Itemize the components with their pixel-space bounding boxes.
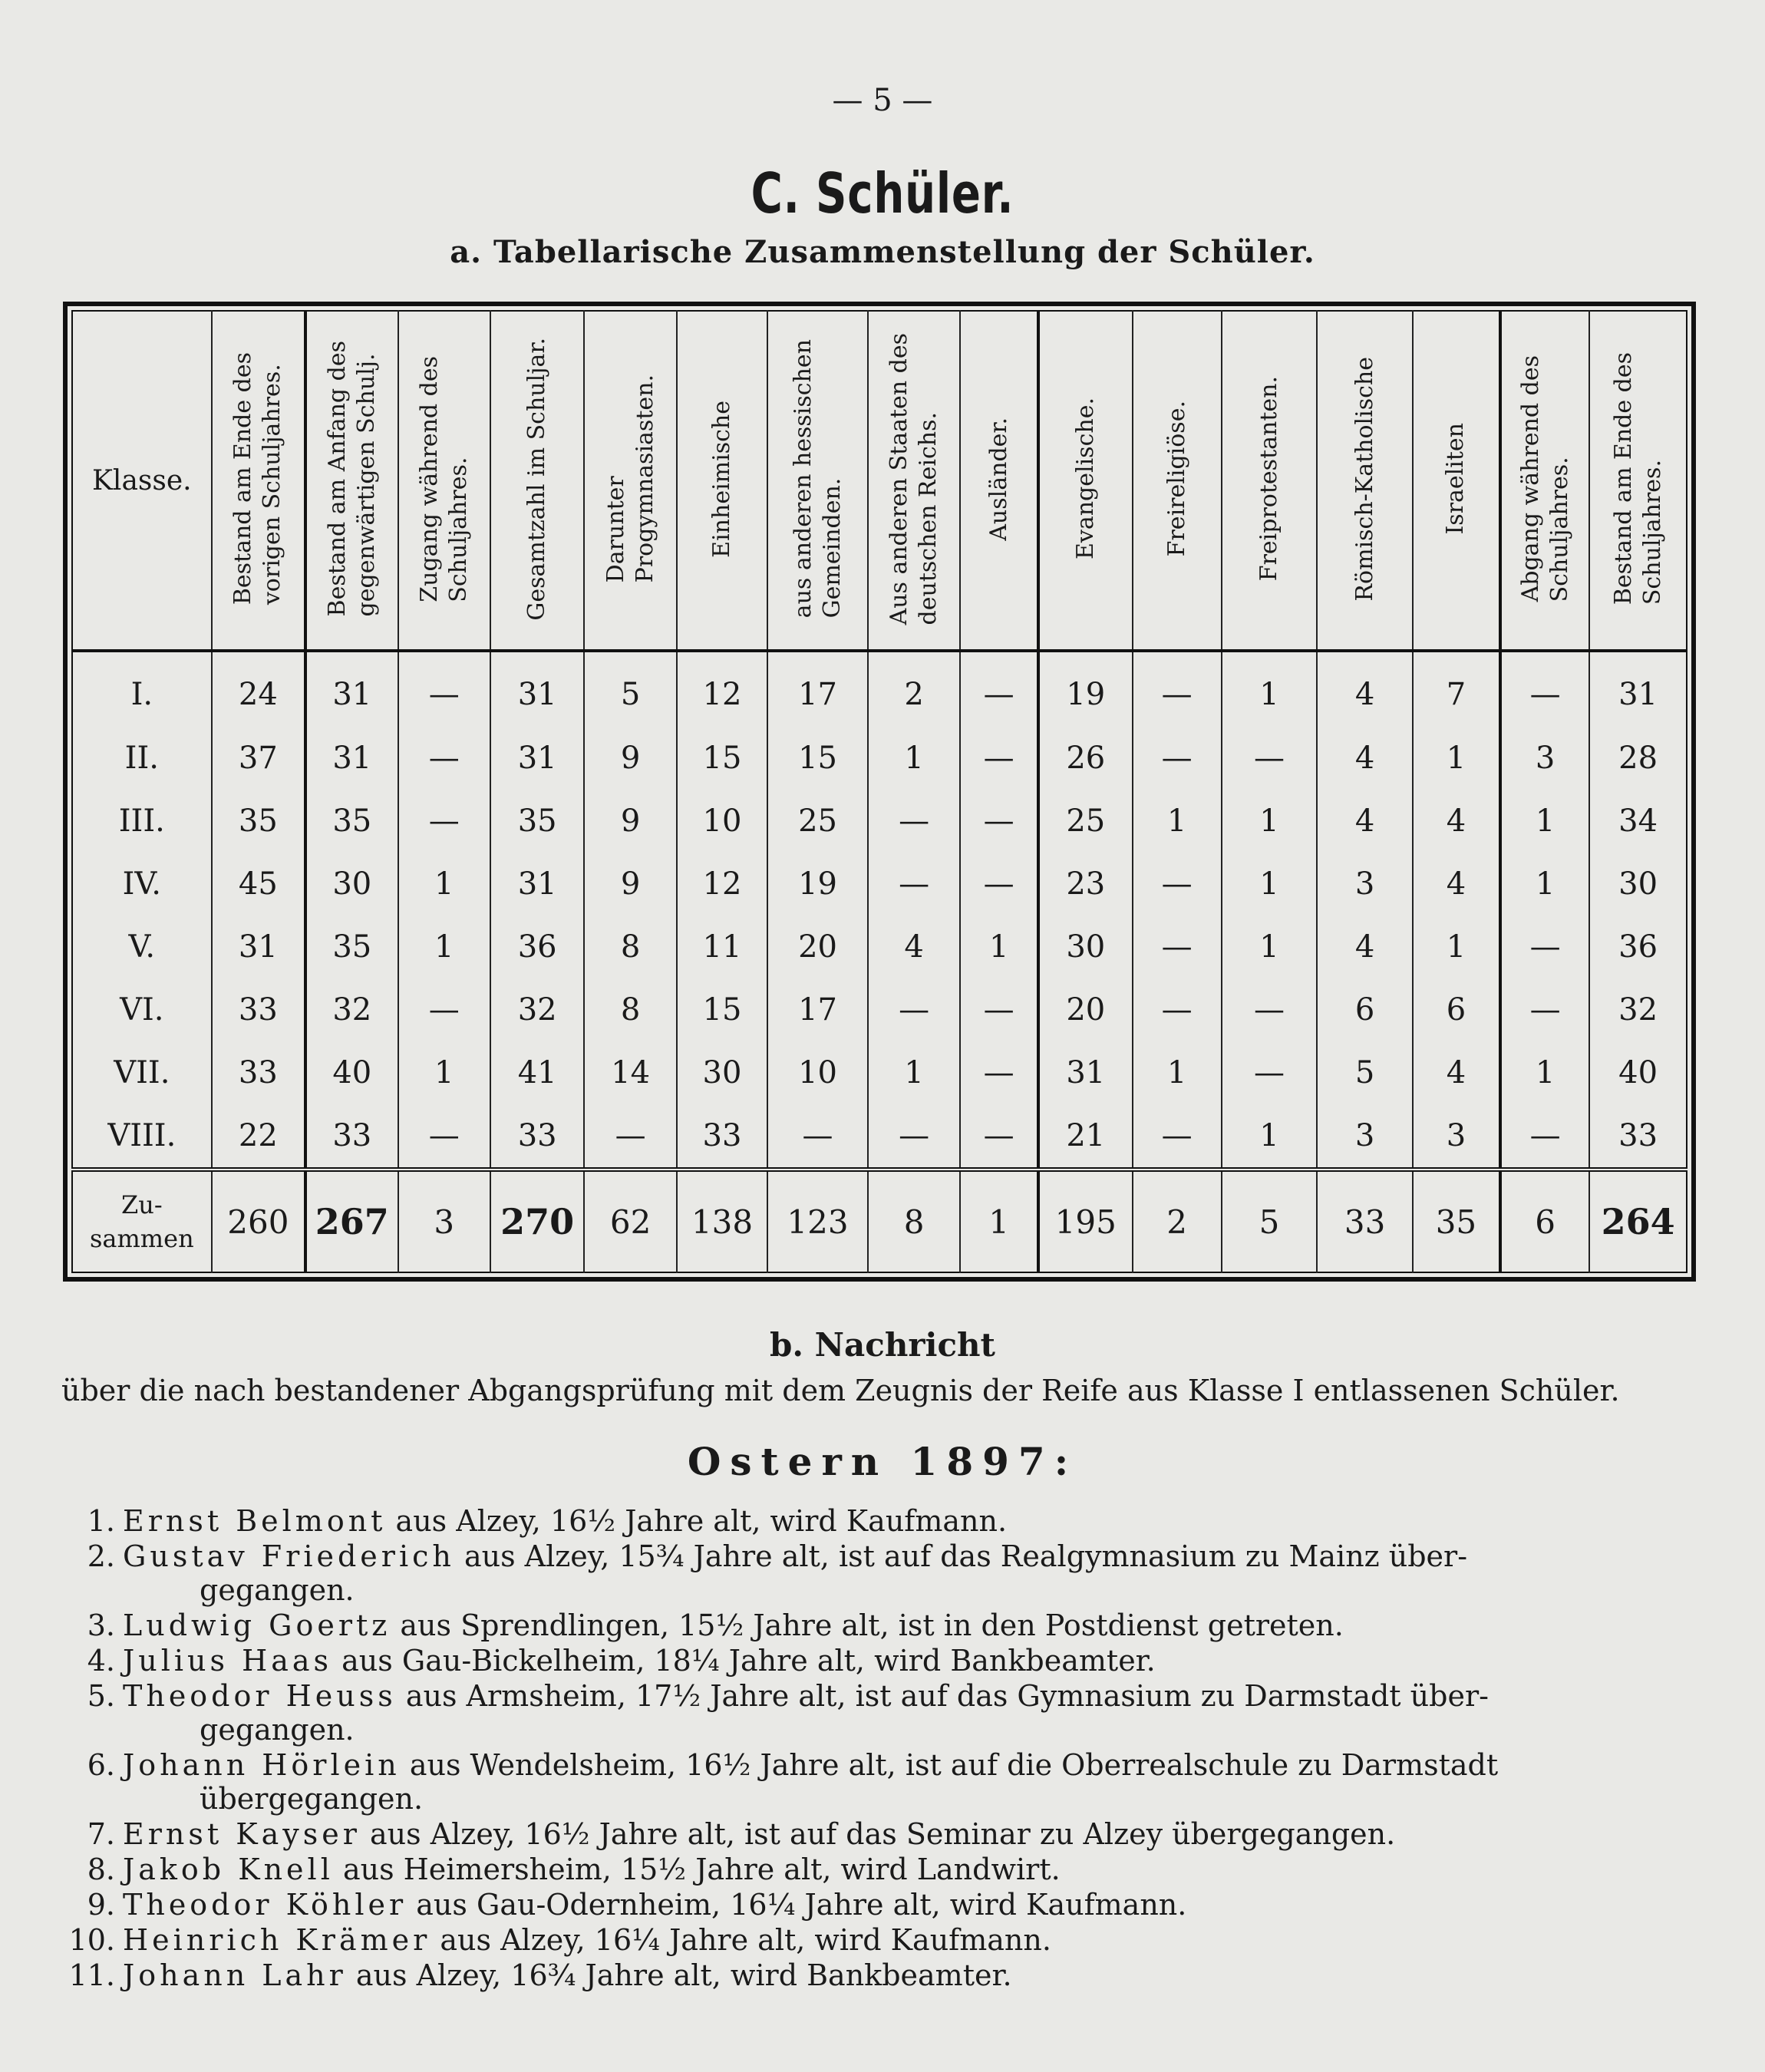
student-number: 4. (87, 1644, 115, 1678)
total-cell: 123 (767, 1170, 868, 1272)
nachricht-subtitle: über die nach bestandener Abgangsprüfung mit dem Zeugnis der Reife aus Klasse I entlassenen Schüler. (61, 1374, 1620, 1407)
total-cell: 3 (398, 1170, 490, 1272)
student-details-continued: übergegangen. (200, 1782, 424, 1816)
table-cell: 15 (767, 726, 868, 789)
header-column: Gesamtzahl im Schuljar. (490, 311, 584, 651)
table-cell: 1 (1500, 853, 1589, 916)
table-cell: 1 (1413, 726, 1500, 789)
total-cell: 2 (1133, 1170, 1222, 1272)
student-number: 8. (87, 1853, 115, 1886)
table-cell: — (960, 1041, 1038, 1104)
table-cell: 1 (1133, 790, 1222, 853)
table-cell: 35 (305, 916, 398, 978)
term-heading: Ostern 1897: (687, 1439, 1078, 1484)
table-cell: 4 (1317, 726, 1413, 789)
table-cell: 1 (1133, 1041, 1222, 1104)
total-cell: 260 (212, 1170, 305, 1272)
table-cell: 8 (584, 916, 676, 978)
table-cell: 8 (584, 978, 676, 1041)
table-cell: 31 (305, 651, 398, 726)
header-column: Israeliten (1413, 311, 1500, 651)
table-cell: 20 (767, 916, 868, 978)
table-cell: 17 (767, 651, 868, 726)
table-cell: — (398, 651, 490, 726)
table-cell: — (1133, 1104, 1222, 1170)
klasse-cell: I. (130, 677, 153, 713)
list-item (54, 1748, 1704, 1816)
table-cell: 34 (1589, 790, 1687, 853)
table-cell: 9 (584, 853, 676, 916)
table-cell: — (960, 726, 1038, 789)
table-cell: 14 (584, 1041, 676, 1104)
table-cell: — (1133, 651, 1222, 726)
table-cell: 24 (212, 651, 305, 726)
page-number: — 5 — (832, 83, 933, 118)
klasse-cell: III. (118, 803, 165, 839)
table-cell: 10 (767, 1041, 868, 1104)
table-cell: 3 (1413, 1104, 1500, 1170)
table-row (72, 916, 1687, 978)
table-cell: 32 (305, 978, 398, 1041)
table-cell: 3 (1317, 853, 1413, 916)
table-cell: 3 (1317, 1104, 1413, 1170)
header-column: Abgang während des Schuljahres. (1500, 311, 1589, 651)
total-label: Zu- sammen (72, 1170, 212, 1272)
student-name: Ludwig Goertz (123, 1608, 391, 1642)
table-row (72, 978, 1687, 1041)
table-row (72, 1104, 1687, 1170)
table-cell: 1 (398, 853, 490, 916)
table-cell: 40 (1589, 1041, 1687, 1104)
total-cell: 138 (677, 1170, 767, 1272)
list-item (54, 1888, 1704, 1922)
table-cell: 41 (490, 1041, 584, 1104)
table-cell: 19 (1038, 651, 1132, 726)
student-number: 9. (87, 1888, 115, 1922)
table-cell: 9 (584, 726, 676, 789)
table-cell: 32 (490, 978, 584, 1041)
table-cell: 4 (868, 916, 960, 978)
list-item (54, 1853, 1704, 1886)
table-cell: 31 (305, 726, 398, 789)
table-cell: 30 (305, 853, 398, 916)
student-name: Jakob Knell (123, 1853, 334, 1886)
table-cell: 31 (1589, 651, 1687, 726)
table-cell: 4 (1413, 853, 1500, 916)
table-cell: — (1222, 1041, 1318, 1104)
total-cell: 5 (1222, 1170, 1318, 1272)
total-cell: 270 (490, 1170, 584, 1272)
table-cell: 1 (1222, 651, 1318, 726)
table-cell: 33 (677, 1104, 767, 1170)
header-column: Bestand am Anfang des gegenwärtigen Schulj. (305, 311, 398, 651)
table-cell: — (767, 1104, 868, 1170)
table-cell: — (868, 853, 960, 916)
table-row (72, 790, 1687, 853)
table-cell: 1 (398, 1041, 490, 1104)
table-cell: 5 (584, 651, 676, 726)
table-cell: 30 (1038, 916, 1132, 978)
student-details: aus Armsheim, 17½ Jahre alt, ist auf das Gymnasium zu Darmstadt über- (405, 1679, 1489, 1713)
total-cell: 264 (1589, 1170, 1687, 1272)
table-cell: 2 (868, 651, 960, 726)
student-name: Ernst Kayser (123, 1817, 361, 1851)
table-cell: 45 (212, 853, 305, 916)
student-name: Theodor Heuss (123, 1679, 397, 1713)
student-number: 2. (87, 1539, 115, 1573)
student-details: aus Heimersheim, 15½ Jahre alt, wird Landwirt. (342, 1853, 1061, 1886)
table-cell: 1 (1222, 916, 1318, 978)
table-cell: 1 (1222, 790, 1318, 853)
table-cell: — (960, 978, 1038, 1041)
list-item (54, 1539, 1704, 1607)
student-number: 3. (87, 1608, 115, 1642)
list-item (54, 1608, 1704, 1642)
header-column: Einheimische (677, 311, 767, 651)
table-header-row (72, 311, 1687, 651)
header-column: Darunter Progymnasiasten. (584, 311, 676, 651)
table-cell: 23 (1038, 853, 1132, 916)
header-klasse: Klasse. (72, 311, 212, 651)
klasse-cell: IV. (122, 866, 162, 902)
header-column: Bestand am Ende des vorigen Schuljahres. (212, 311, 305, 651)
table-cell: — (1500, 651, 1589, 726)
student-details: aus Gau-Bickelheim, 18¼ Jahre alt, wird Bankbeamter. (341, 1644, 1156, 1678)
table-cell: 10 (677, 790, 767, 853)
table-cell: — (1133, 726, 1222, 789)
total-cell: 267 (305, 1170, 398, 1272)
header-column: aus anderen hessischen Gemeinden. (767, 311, 868, 651)
table-cell: 12 (677, 651, 767, 726)
table-cell: 15 (677, 978, 767, 1041)
student-name: Julius Haas (123, 1644, 333, 1678)
table-cell: 20 (1038, 978, 1132, 1041)
table-cell: 12 (677, 853, 767, 916)
table-cell: 1 (1222, 1104, 1318, 1170)
table-cell: 31 (1038, 1041, 1132, 1104)
table-cell: 35 (490, 790, 584, 853)
header-column: Zugang während des Schuljahres. (398, 311, 490, 651)
table-cell: 3 (1500, 726, 1589, 789)
list-item (54, 1817, 1704, 1851)
graduate-list (54, 1504, 1704, 1994)
table-cell: 31 (212, 916, 305, 978)
table-cell: 1 (868, 1041, 960, 1104)
totals-row (72, 1170, 1687, 1272)
student-name: Theodor Köhler (123, 1888, 407, 1922)
table-row (72, 726, 1687, 789)
table-cell: 1 (868, 726, 960, 789)
table-cell: 35 (305, 790, 398, 853)
student-details: aus Alzey, 16½ Jahre alt, ist auf das Seminar zu Alzey übergegangen. (370, 1817, 1396, 1851)
table-cell: — (960, 853, 1038, 916)
student-name: Johann Lahr (123, 1958, 347, 1992)
table-cell: 40 (305, 1041, 398, 1104)
total-cell: 33 (1317, 1170, 1413, 1272)
header-column: Evangelische. (1038, 311, 1132, 651)
table-cell: 33 (1589, 1104, 1687, 1170)
nachricht-title: b. Nachricht (770, 1326, 995, 1364)
table-cell: — (584, 1104, 676, 1170)
list-item (54, 1644, 1704, 1678)
table-cell: 31 (490, 726, 584, 789)
student-name: Ernst Belmont (123, 1504, 387, 1538)
list-item (54, 1958, 1704, 1992)
table-cell: 4 (1413, 790, 1500, 853)
table-cell: 1 (398, 916, 490, 978)
table-cell: — (868, 790, 960, 853)
table-cell: — (868, 1104, 960, 1170)
table-cell: 28 (1589, 726, 1687, 789)
table-cell: 36 (490, 916, 584, 978)
table-cell: — (1133, 978, 1222, 1041)
table-row (72, 1041, 1687, 1104)
student-name: Heinrich Krämer (123, 1923, 431, 1957)
student-details: aus Sprendlingen, 15½ Jahre alt, ist in den Postdienst getreten. (400, 1608, 1344, 1642)
student-details: aus Wendelsheim, 16½ Jahre alt, ist auf die Oberrealschule zu Darmstadt (409, 1748, 1499, 1782)
table-cell: 6 (1317, 978, 1413, 1041)
table-cell: 36 (1589, 916, 1687, 978)
header-column: Aus anderen Staaten des deutschen Reichs. (868, 311, 960, 651)
student-details: aus Alzey, 16¼ Jahre alt, wird Kaufmann. (440, 1923, 1051, 1957)
table-cell: 30 (1589, 853, 1687, 916)
student-details: aus Alzey, 16¾ Jahre alt, wird Bankbeamter. (355, 1958, 1012, 1992)
table-cell: — (1133, 853, 1222, 916)
section-title: C. Schüler. (751, 161, 1014, 226)
table-cell: — (1500, 978, 1589, 1041)
table-cell: 6 (1413, 978, 1500, 1041)
student-details-continued: gegangen. (200, 1573, 355, 1607)
student-number: 1. (87, 1504, 115, 1538)
table-cell: 31 (490, 853, 584, 916)
klasse-cell: V. (128, 929, 156, 965)
table-cell: 4 (1413, 1041, 1500, 1104)
student-name: Gustav Friederich (123, 1539, 455, 1573)
table-cell: 15 (677, 726, 767, 789)
student-details: aus Alzey, 15¾ Jahre alt, ist auf das Realgymnasium zu Mainz über- (464, 1539, 1468, 1573)
table-cell: 31 (490, 651, 584, 726)
table-cell: 17 (767, 978, 868, 1041)
table-cell: 22 (212, 1104, 305, 1170)
stats-table (71, 310, 1687, 1273)
table-cell: — (960, 1104, 1038, 1170)
table-cell: 26 (1038, 726, 1132, 789)
klasse-cell: II. (124, 740, 159, 776)
list-item (54, 1504, 1704, 1538)
table-cell: 21 (1038, 1104, 1132, 1170)
total-cell: 195 (1038, 1170, 1132, 1272)
header-column: Römisch-Katholische (1317, 311, 1413, 651)
table-cell: 9 (584, 790, 676, 853)
total-cell: 35 (1413, 1170, 1500, 1272)
student-details: aus Alzey, 16½ Jahre alt, wird Kaufmann. (395, 1504, 1008, 1538)
table-cell: 4 (1317, 790, 1413, 853)
table-cell: 37 (212, 726, 305, 789)
table-cell: 5 (1317, 1041, 1413, 1104)
table-cell: — (398, 790, 490, 853)
table-row (72, 651, 1687, 726)
klasse-cell: VII. (114, 1054, 170, 1090)
table-cell: 25 (1038, 790, 1132, 853)
table-cell: — (960, 651, 1038, 726)
student-number: 7. (87, 1817, 115, 1851)
table-cell: 11 (677, 916, 767, 978)
list-item (54, 1923, 1704, 1957)
table-cell: 1 (1222, 853, 1318, 916)
table-cell: 7 (1413, 651, 1500, 726)
header-column: Freiprotestanten. (1222, 311, 1318, 651)
student-details: aus Gau-Odernheim, 16¼ Jahre alt, wird Kaufmann. (416, 1888, 1187, 1922)
student-number: 6. (87, 1748, 115, 1782)
table-cell: — (1222, 978, 1318, 1041)
table-cell: 1 (960, 916, 1038, 978)
total-cell: 6 (1500, 1170, 1589, 1272)
table-cell: 33 (212, 1041, 305, 1104)
header-column: Freireligiöse. (1133, 311, 1222, 651)
table-cell: — (868, 978, 960, 1041)
student-number: 5. (87, 1679, 115, 1713)
table-cell: — (1500, 1104, 1589, 1170)
student-number: 11. (68, 1958, 115, 1992)
table-cell: 33 (212, 978, 305, 1041)
student-name: Johann Hörlein (123, 1748, 401, 1782)
table-cell: 19 (767, 853, 868, 916)
table-cell: 4 (1317, 651, 1413, 726)
klasse-cell: VI. (120, 991, 164, 1028)
header-column: Ausländer. (960, 311, 1038, 651)
list-item (54, 1679, 1704, 1747)
table-cell: — (1500, 916, 1589, 978)
table-cell: 33 (490, 1104, 584, 1170)
table-cell: 30 (677, 1041, 767, 1104)
student-number: 10. (68, 1923, 115, 1957)
table-cell: 1 (1413, 916, 1500, 978)
table-cell: 35 (212, 790, 305, 853)
total-cell: 62 (584, 1170, 676, 1272)
table-row (72, 853, 1687, 916)
table-cell: 32 (1589, 978, 1687, 1041)
table-cell: — (398, 726, 490, 789)
table-cell: — (398, 1104, 490, 1170)
table-cell: 25 (767, 790, 868, 853)
table-title: a. Tabellarische Zusammenstellung der Schüler. (450, 234, 1315, 270)
table-cell: 33 (305, 1104, 398, 1170)
table-cell: — (960, 790, 1038, 853)
table-cell: 1 (1500, 1041, 1589, 1104)
table-cell: — (1222, 726, 1318, 789)
klasse-cell: VIII. (107, 1117, 176, 1153)
table-cell: 1 (1500, 790, 1589, 853)
table-cell: — (398, 978, 490, 1041)
total-cell: 8 (868, 1170, 960, 1272)
table-cell: 4 (1317, 916, 1413, 978)
student-details-continued: gegangen. (200, 1713, 355, 1747)
header-column: Bestand am Ende des Schuljahres. (1589, 311, 1687, 651)
total-cell: 1 (960, 1170, 1038, 1272)
table-cell: — (1133, 916, 1222, 978)
student-statistics-table (63, 302, 1696, 1282)
